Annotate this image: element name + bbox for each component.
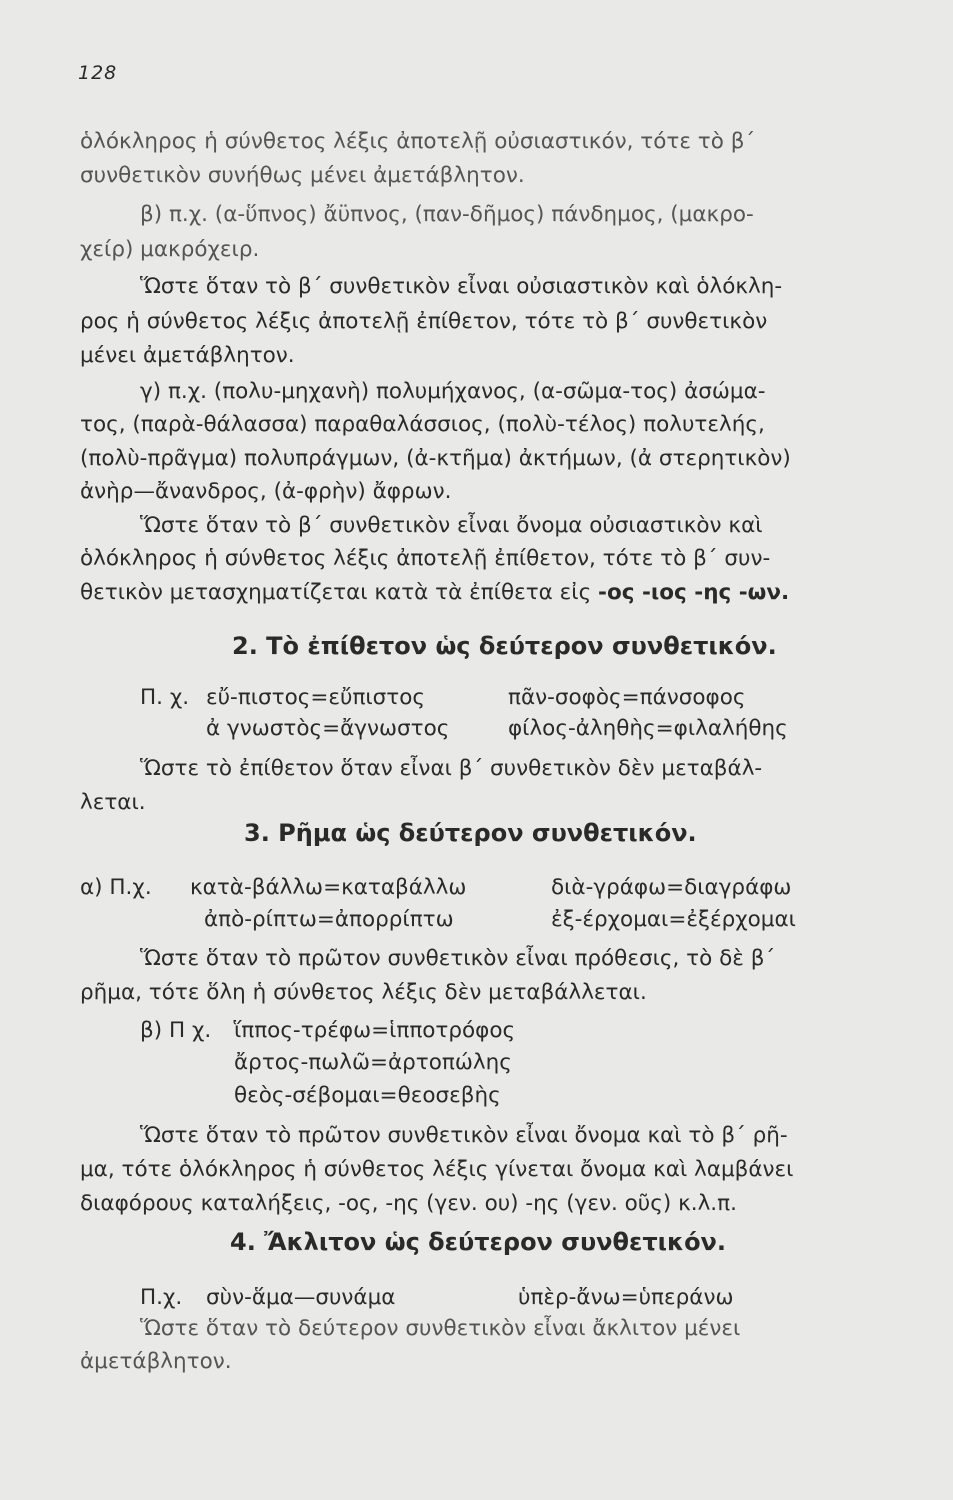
text-line: μα, τότε ὁλόκληρος ἡ σύνθετος λέξις γίνεται ὄνομα καὶ λαμβάνει bbox=[80, 1157, 794, 1182]
example-item: εὔ-πιστος=εὔπιστος bbox=[206, 685, 426, 710]
page-number: 128 bbox=[78, 62, 118, 84]
example-item: ἀ γνωστὸς=ἄγνωστος bbox=[206, 716, 450, 741]
text-line: Ὥστε ὅταν τὸ β΄ συνθετικὸν εἶναι ὄνομα οὐσιαστικὸν καὶ bbox=[140, 513, 763, 538]
text-line: συνθετικὸν συνήθως μένει ἀμετάβλητον. bbox=[80, 163, 525, 188]
example-item: φίλος-ἀληθὴς=φιλαλήθης bbox=[508, 716, 788, 741]
example-label: Π. χ. bbox=[140, 685, 190, 710]
example-item: κατὰ-βάλλω=καταβάλλω bbox=[190, 875, 467, 900]
text-line: λεται. bbox=[80, 790, 146, 815]
text-line: διαφόρους καταλήξεις, -ος, -ης (γεν. ου) -ης (γεν. οῦς) κ.λ.π. bbox=[80, 1191, 737, 1216]
example-label: β) Π χ. bbox=[140, 1018, 212, 1043]
text-line: ἀνὴρ—ἄνανδρος, (ἀ-φρὴν) ἄφρων. bbox=[80, 479, 452, 504]
text-line: ρῆμα, τότε ὅλη ἡ σύνθετος λέξις δὲν μεταβάλλεται. bbox=[80, 980, 647, 1005]
text-line: Ὥστε ὅταν τὸ δεύτερον συνθετικὸν εἶναι ἄκλιτον μένει bbox=[140, 1316, 741, 1341]
example-item: ἐξ-έρχομαι=ἐξέρχομαι bbox=[551, 907, 796, 932]
text-line: ὁλόκληρος ἡ σύνθετος λέξις ἀποτελῇ οὐσιαστικόν, τότε τὸ β΄ bbox=[80, 129, 756, 154]
example-item: θεὸς-σέβομαι=θεοσεβὴς bbox=[234, 1083, 501, 1108]
text-line bbox=[80, 578, 789, 608]
example-item: ὑπὲρ-ἄνω=ὑπεράνω bbox=[518, 1285, 734, 1310]
text-line: Ὥστε ὅταν τὸ πρῶτον συνθετικὸν εἶναι πρόθεσις, τὸ δὲ β΄ bbox=[140, 946, 776, 971]
example-item: σὺν-ἅμα—συνάμα bbox=[206, 1285, 396, 1310]
section-heading-4: 4. Ἄκλιτον ὡς δεύτερον συνθετικόν. bbox=[230, 1228, 727, 1256]
example-item: πᾶν-σοφὸς=πάνσοφος bbox=[508, 685, 746, 710]
text-line: Ὥστε τὸ ἐπίθετον ὅταν εἶναι β΄ συνθετικὸν δὲν μεταβάλ- bbox=[140, 756, 763, 781]
text-line: χείρ) μακρόχειρ. bbox=[80, 237, 260, 262]
example-item: ἀπὸ-ρίπτω=ἀπορρίπτω bbox=[204, 907, 454, 932]
text-line: ρος ἡ σύνθετος λέξις ἀποτελῇ ἐπίθετον, τότε τὸ β΄ συνθετικὸν bbox=[80, 309, 768, 334]
example-item: ἄρτος-πωλῶ=ἀρτοπώλης bbox=[234, 1050, 512, 1075]
section-heading-2: 2. Τὸ ἐπίθετον ὡς δεύτερον συνθετικόν. bbox=[232, 632, 777, 660]
text-line: β) π.χ. (α-ὕπνος) ἄϋπνος, (παν-δῆμος) πάνδημος, (μακρο- bbox=[140, 202, 754, 227]
text-line: τος, (παρὰ-θάλασσα) παραθαλάσσιος, (πολὺ-τέλος) πολυτελής, bbox=[80, 412, 765, 437]
text-line: ἀμετάβλητον. bbox=[80, 1349, 232, 1374]
text-line: γ) π.χ. (πολυ-μηχανὴ) πολυμήχανος, (α-σῶμα-τος) ἀσώμα- bbox=[140, 379, 766, 404]
text-line: μένει ἀμετάβλητον. bbox=[80, 343, 295, 368]
text-line: ὁλόκληρος ἡ σύνθετος λέξις ἀποτελῇ ἐπίθετον, τότε τὸ β΄ συν- bbox=[80, 546, 771, 571]
text-span: θετικὸν μετασχηματίζεται κατὰ τὰ ἐπίθετα εἰς bbox=[80, 580, 592, 605]
text-line: Ὥστε ὅταν τὸ β΄ συνθετικὸν εἶναι οὐσιαστικὸν καὶ ὁλόκλη- bbox=[140, 274, 783, 299]
text-line: (πολὺ-πρᾶγμα) πολυπράγμων, (ἀ-κτῆμα) ἀκτήμων, (ἀ στερητικὸν) bbox=[80, 446, 791, 471]
example-label: α) Π.χ. bbox=[80, 875, 152, 900]
example-item: διὰ-γράφω=διαγράφω bbox=[551, 875, 792, 900]
example-label: Π.χ. bbox=[140, 1285, 183, 1310]
section-heading-3: 3. Ρῆμα ὡς δεύτερον συνθετικόν. bbox=[244, 819, 697, 847]
text-line: Ὥστε ὅταν τὸ πρῶτον συνθετικὸν εἶναι ὄνομα καὶ τὸ β΄ ρῆ- bbox=[140, 1123, 788, 1148]
example-item: ἵππος-τρέφω=ἱπποτρόφος bbox=[234, 1018, 516, 1043]
endings-text: -ος -ιος -ης -ων. bbox=[598, 580, 790, 605]
